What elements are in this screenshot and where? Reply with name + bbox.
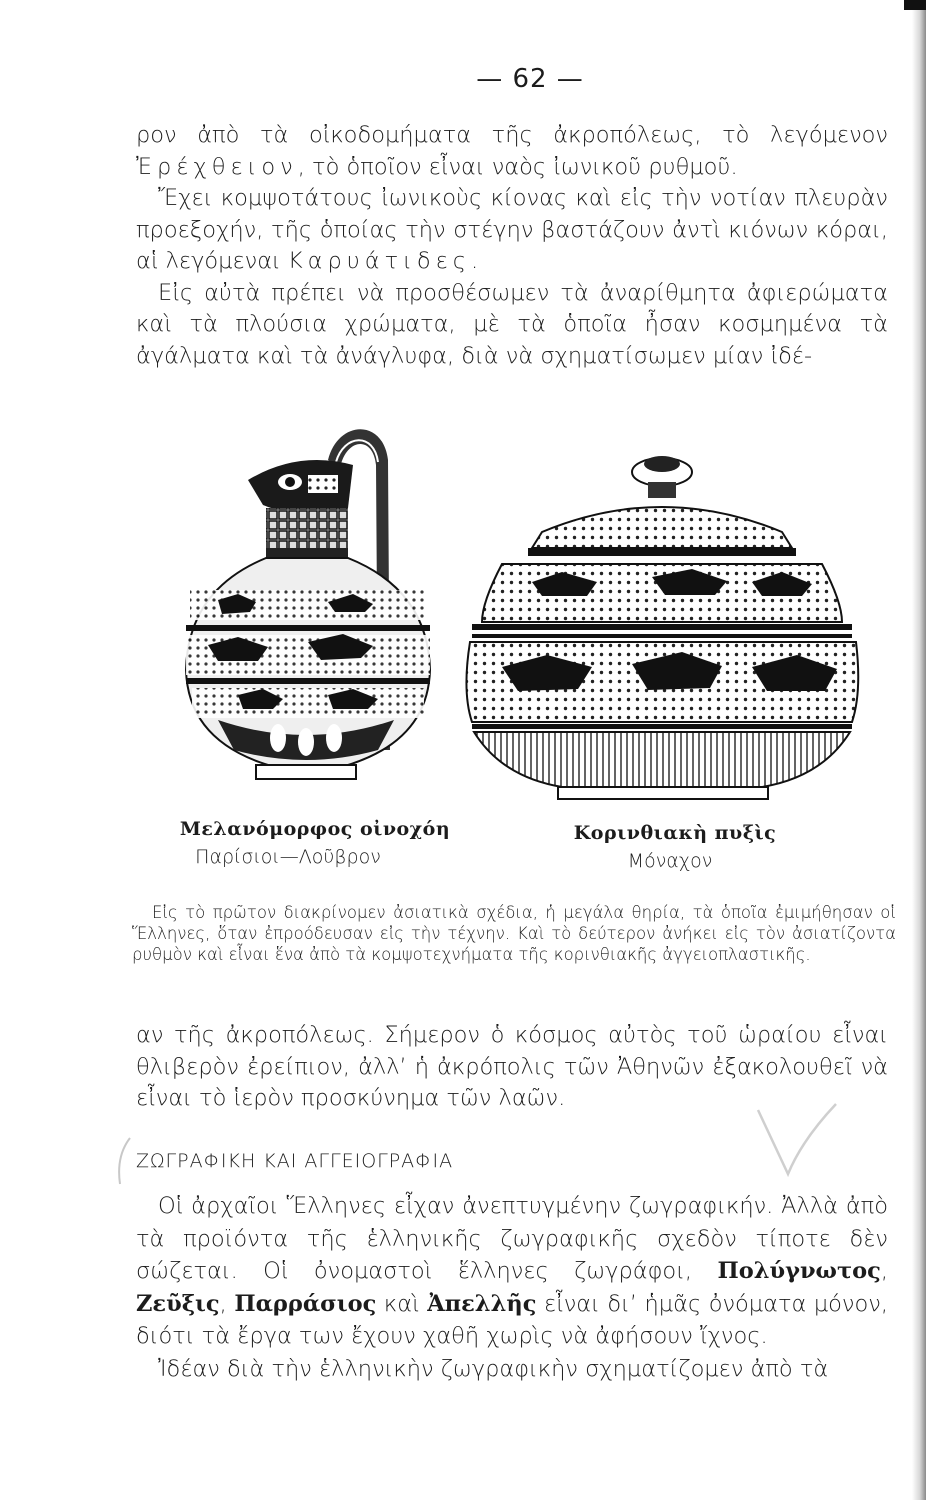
page-corner-mark <box>904 0 926 10</box>
text-run: καὶ <box>376 1290 428 1317</box>
pencil-mark-left <box>112 1136 136 1186</box>
text-run: Εἰς αὐτὰ πρέπει νὰ προσθέσωμεν τὰ ἀναρίθμητα ἀφιερώματα καὶ τὰ πλούσια χρώματα, μὲ τὰ ὁποῖα ἦσαν κοσμημένα τὰ ἀγάλματα καὶ τὰ ἀνάγλυφα, διὰ νὰ σχηματίσωμεν μίαν ἰδέ- <box>136 279 888 369</box>
pyxis-illustration <box>462 452 910 804</box>
painter-name: Παρράσιος <box>234 1290 377 1317</box>
paragraph-erechtheion <box>136 120 888 372</box>
painter-name: Ἀπελλῆς <box>427 1290 537 1317</box>
painter-name: Πολύγνωτος <box>717 1258 881 1284</box>
paragraph-line <box>136 278 888 373</box>
figure-right-title: Κορινθιακὴ πυξὶς <box>573 822 777 844</box>
figure-right-location: Μόναχον <box>627 850 713 872</box>
figure-left-location: Παρίσιοι—Λοῦβρον <box>195 846 381 868</box>
oinochoe-illustration <box>178 420 434 786</box>
paragraph-text: Ἰδέαν διὰ τὴν ἑλληνικὴν ζωγραφικὴν σχηματίζομεν ἀπὸ τὰ <box>158 1355 829 1382</box>
paragraph-text <box>136 1190 888 1353</box>
paragraph-line <box>136 120 888 183</box>
paragraph-line <box>136 183 888 278</box>
term-karyatides: Καρυάτιδες <box>287 248 472 274</box>
text-run: , τὸ ὁποῖον εἶναι ναὸς ἰωνικοῦ ρυθμοῦ. <box>297 153 738 180</box>
page-number: — 62 — <box>476 64 584 94</box>
figure-note <box>132 902 896 965</box>
section-heading: ΖΩΓΡΑΦΙΚΗ ΚΑΙ ΑΓΓΕΙΟΓΡΑΦΙΑ <box>136 1150 454 1172</box>
figure-left-title: Μελανόμορφος οἰνοχόη <box>179 818 451 840</box>
pencil-check-mark <box>752 1100 842 1180</box>
paragraph-painting <box>136 1190 888 1385</box>
paragraph-text: αν τῆς ἀκροπόλεως. Σήμερον ὁ κόσμος αὐτὸς τοῦ ὡραίου εἶναι θλιβερὸν ἐρείπιον, ἀλλ’ ἡ ἀκρόπολις τῶν Ἀθηνῶν ἐξακολουθεῖ νὰ εἶναι τὸ ἱερὸν προσκύνημα τῶν λαῶν. <box>136 1022 888 1111</box>
text-run: εἶναι δι’ ἡμᾶς ὀνόματα μόνον, διότι τὰ ἔργα των ἔχουν χαθῆ χωρὶς νὰ ἀφήσουν ἴχνος. <box>136 1290 888 1349</box>
text-run: , <box>219 1290 235 1317</box>
text-run: , <box>880 1258 888 1284</box>
painter-name: Ζεῦξις <box>136 1290 220 1317</box>
term-erechtheion: Ἐρέχθειον <box>136 153 298 180</box>
figure-note-text: Εἰς τὸ πρῶτον διακρίνομεν ἀσιατικὰ σχέδια, ἡ μεγάλα θηρία, τὰ ὁποῖα ἐμιμήθησαν οἱ Ἕλληνες, ὅταν ἐπροόδευσαν εἰς τὴν τέχνην. Καὶ τὸ δεύτερον ἀνήκει εἰς τὸν ἀσιατίζοντα ρυθμὸν καὶ εἶναι ἕνα ἀπὸ τὰ κομψοτεχνήματα τῆς κορινθιακῆς ἀγγειοπλαστικῆς. <box>132 903 896 964</box>
text-run: Ἔχει κομψοτάτους ἰωνικοὺς κίονας καὶ εἰς τὴν νοτίαν πλευρὰν προεξοχήν, τῆς ὁποίας τὴν στέγην βαστάζουν ἀντὶ κιόνων κόραι, αἱ λεγόμεναι <box>136 185 888 274</box>
text-run: ρον ἀπὸ τὰ οἰκοδομήματα τῆς ἀκροπόλεως, τὸ λεγόμενον <box>136 122 888 148</box>
page-edge-shadow <box>912 0 926 1500</box>
text-run: Οἱ ἀρχαῖοι Ἕλληνες εἶχαν ἀνεπτυγμένην ζωγραφικήν. Ἀλλὰ ἀπὸ τὰ προϊόντα τῆς ἑλληνικῆς ζωγραφικῆς σχεδὸν τίποτε δὲν σώζεται. Οἱ ὀνομαστοὶ ἕλληνες ζωγράφοι, <box>136 1193 888 1284</box>
text-run: . <box>471 248 479 274</box>
